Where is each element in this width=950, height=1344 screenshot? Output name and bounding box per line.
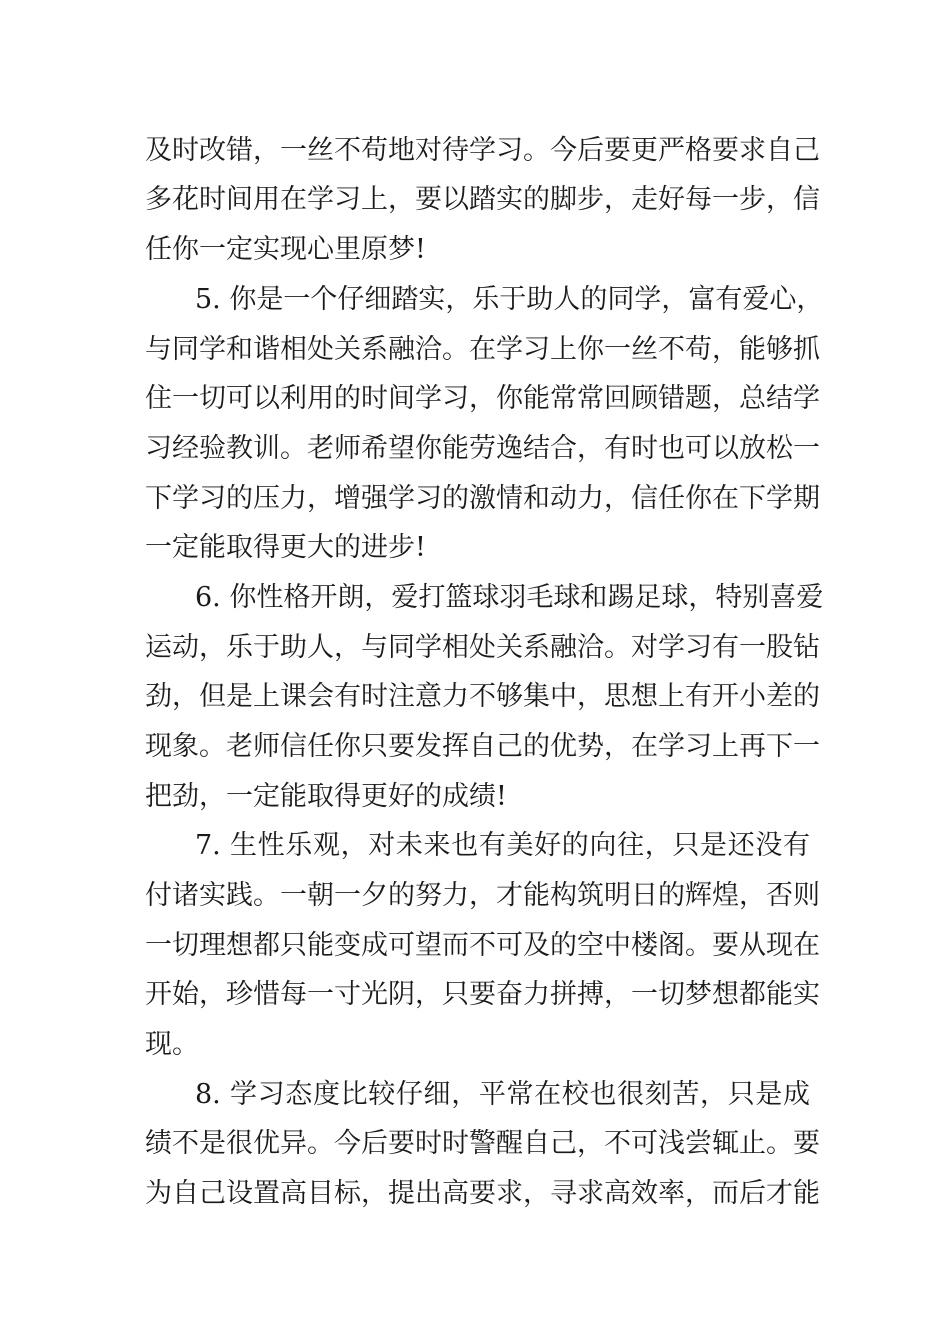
- paragraph-5-first-line: 5. 你是一个仔细踏实，乐于助人的同学，富有爱心，: [195, 284, 824, 315]
- text-line: 一切理想都只能变成可望而不可及的空中楼阁。要从现在: [145, 930, 820, 961]
- text-line: 及时改错，一丝不苟地对待学习。今后要更严格要求自己: [145, 135, 820, 166]
- text-line: 开始，珍惜每一寸光阴，只要奋力拼搏，一切梦想都能实: [145, 979, 820, 1010]
- text-line: 运动，乐于助人，与同学相处关系融洽。对学习有一股钻: [145, 632, 820, 663]
- text-line: 为自己设置高目标，提出高要求，寻求高效率，而后才能: [145, 1178, 820, 1209]
- text-line: 住一切可以利用的时间学习，你能常常回顾错题，总结学: [145, 383, 820, 414]
- text-line: 下学习的压力，增强学习的激情和动力，信任你在下学期: [145, 483, 820, 514]
- paragraph-7-first-line: 7. 生性乐观，对未来也有美好的向往，只是还没有: [195, 830, 810, 861]
- paragraph-6-first-line: 6. 你性格开朗，爱打篮球羽毛球和踢足球，特别喜爱: [195, 582, 824, 613]
- paragraph-8-first-line: 8. 学习态度比较仔细，平常在校也很刻苦，只是成: [195, 1079, 810, 1110]
- text-line: 一定能取得更大的进步!: [145, 532, 426, 563]
- text-line: 把劲，一定能取得更好的成绩!: [145, 781, 507, 812]
- text-line: 与同学和谐相处关系融洽。在学习上你一丝不苟，能够抓: [145, 334, 820, 365]
- text-line: 现。: [145, 1029, 199, 1060]
- text-line: 现象。老师信任你只要发挥自己的优势，在学习上再下一: [145, 731, 820, 762]
- text-line: 劲，但是上课会有时注意力不够集中，思想上有开小差的: [145, 681, 820, 712]
- text-line: 绩不是很优异。今后要时时警醒自己，不可浅尝辄止。要: [145, 1128, 820, 1159]
- text-line: 付诸实践。一朝一夕的努力，才能构筑明日的辉煌，否则: [145, 880, 820, 911]
- text-line: 任你一定实现心里原梦!: [145, 234, 426, 265]
- text-line: 多花时间用在学习上，要以踏实的脚步，走好每一步，信: [145, 184, 820, 215]
- text-line: 习经验教训。老师希望你能劳逸结合，有时也可以放松一: [145, 433, 820, 464]
